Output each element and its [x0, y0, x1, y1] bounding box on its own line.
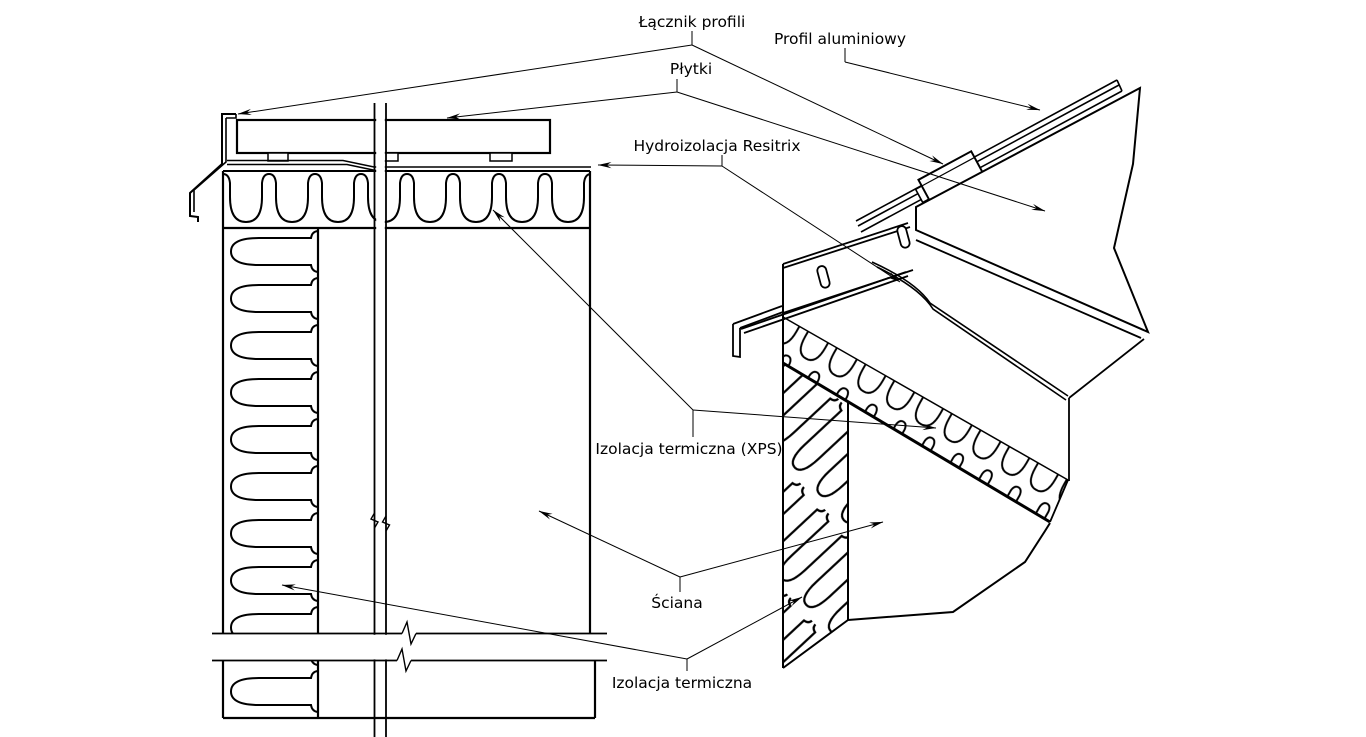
- leader-hydro-right: [722, 166, 900, 282]
- label-profil-aluminiowy: Profil aluminiowy: [773, 30, 907, 48]
- label-izolacja-termiczna-xps: Izolacja termiczna (XPS): [595, 440, 783, 458]
- slot-hole: [816, 265, 830, 289]
- tile-slab-3d: [916, 88, 1148, 398]
- xps-top-band: [223, 171, 590, 228]
- leader-xps-left: [493, 210, 693, 410]
- leader-sciana-right: [680, 522, 883, 577]
- leader-plytki-left: [447, 92, 677, 118]
- label-lacznik-profili: Łącznik profili: [638, 13, 746, 31]
- membrane-section: [227, 161, 591, 172]
- section-view: [190, 103, 609, 737]
- drip-edge: [733, 306, 783, 357]
- wall-insulation-column: [223, 228, 318, 633]
- labels: [595, 13, 906, 692]
- leader-hydro-left: [598, 165, 722, 166]
- wall-insulation-lower: [223, 661, 318, 718]
- leader-sciana-left: [539, 511, 680, 577]
- membrane-drape-lower: [877, 267, 1066, 400]
- axonometric-view: [733, 80, 1148, 680]
- leader-lines: [238, 31, 1045, 671]
- tile-top-face: [916, 88, 1148, 332]
- label-sciana: Ściana: [651, 594, 703, 612]
- wall-lower-block: [223, 661, 595, 718]
- angle-web-edges: [783, 223, 913, 313]
- wall-face-3d-cut: [848, 523, 1050, 620]
- label-izolacja-termiczna: Izolacja termiczna: [611, 674, 753, 692]
- leader-lacznik-left: [238, 45, 692, 114]
- slot-hole: [896, 225, 910, 249]
- angle-bracket-3d: [783, 223, 913, 313]
- label-hydroizolacja-resitrix: Hydroizolacja Resitrix: [633, 137, 801, 155]
- xps-top-hatch: [223, 171, 590, 228]
- leader-profil: [845, 62, 1040, 110]
- label-plytki: Płytki: [669, 60, 713, 78]
- tile-slab: [237, 120, 550, 153]
- tile-pad: [490, 153, 512, 161]
